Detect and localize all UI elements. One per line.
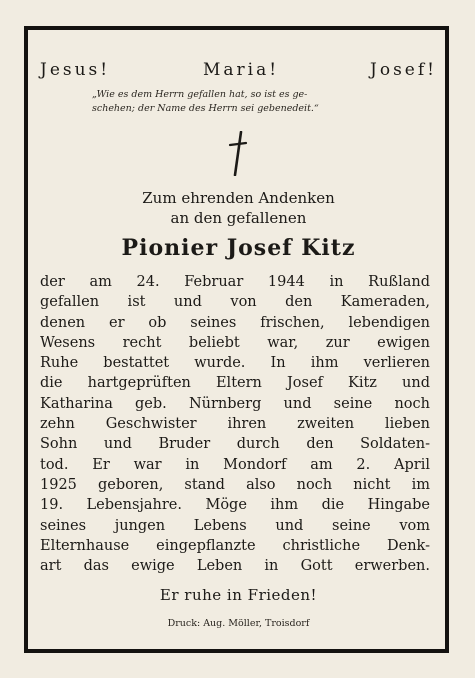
body-line: Elternhause eingepflanzte christliche Denk- (40, 537, 430, 554)
body-line: zehn Geschwister ihren zweiten lieben (40, 416, 430, 433)
invocation-jesus: Jesus! (40, 60, 111, 80)
intro-text (38, 188, 439, 228)
closing-blessing: Er ruhe in Frieden! (159, 586, 318, 604)
body-line: die hartgeprüften Eltern Josef Kitz und (40, 375, 430, 392)
body-line: Sohn und Bruder durch den Soldaten- (40, 436, 430, 453)
body-line: art das ewige Leben in Gott erwerben. (40, 558, 430, 575)
body-line: tod. Er war in Mondorf am 2. April (40, 456, 430, 473)
body-line: denen er ob seines frischen, lebendigen (40, 314, 430, 331)
cross-icon (228, 131, 248, 176)
body-line: 1925 geboren, stand also noch nicht im (40, 476, 430, 493)
body-line: 19. Lebensjahre. Möge ihm die Hingabe (40, 497, 430, 514)
invocation-maria: Maria! (203, 60, 280, 80)
memorial-card (38, 38, 439, 642)
intro-line-2: an den gefallenen (170, 209, 307, 227)
deceased-name: Pionier Josef Kitz (121, 235, 356, 261)
memorial-body (40, 272, 430, 576)
quote-line-1: „Wie es dem Herrn gefallen hat, so ist es ge- (92, 89, 308, 100)
invocation-line (38, 60, 439, 86)
body-line: gefallen ist und von den Kameraden, (40, 294, 430, 311)
printer-credit: Druck: Aug. Möller, Troisdorf (167, 618, 310, 629)
body-line: seines jungen Lebens und seine vom (40, 517, 430, 534)
body-line: Wesens recht beliebt war, zur ewigen (40, 334, 430, 351)
quote-line-2: schehen; der Name des Herrn sei gebenedeit.“ (92, 103, 319, 114)
body-line: Katharina geb. Nürnberg und seine noch (40, 395, 430, 412)
scripture-quote (92, 88, 432, 116)
body-line: der am 24. Februar 1944 in Rußland (40, 274, 430, 290)
intro-line-1: Zum ehrenden Andenken (142, 189, 335, 207)
body-line: Ruhe bestattet wurde. In ihm verlieren (40, 355, 430, 372)
invocation-josef: Josef! (370, 60, 437, 80)
